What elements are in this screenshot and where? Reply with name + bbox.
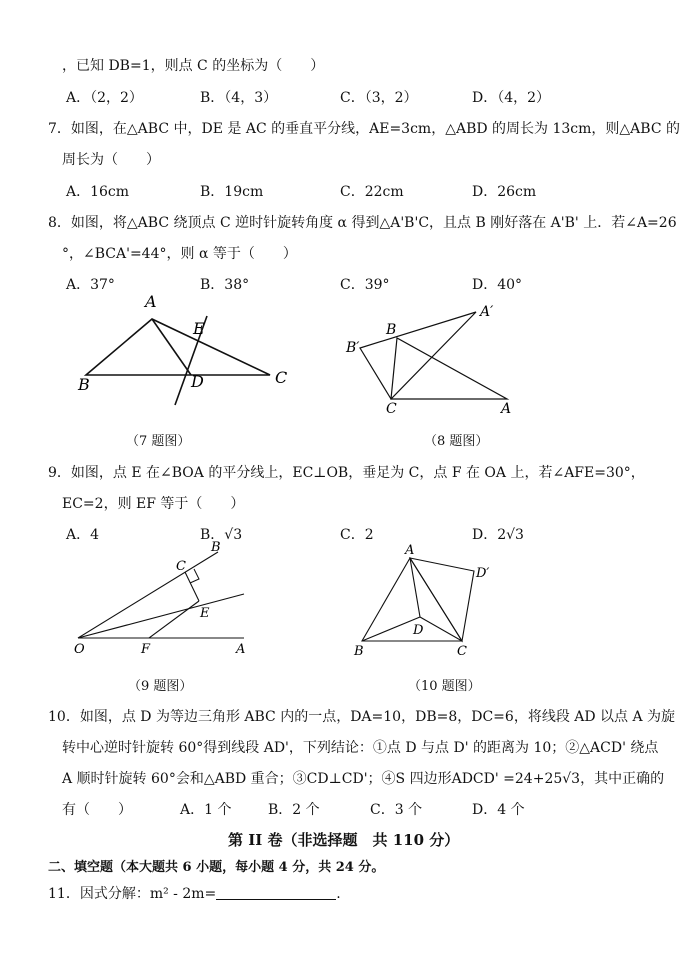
q8-option-b: B．38°: [200, 277, 250, 293]
fig7-label-a: A: [145, 292, 157, 311]
fig8-label-b: B: [386, 322, 397, 338]
q8-option-c: C．39°: [340, 277, 390, 293]
q10-option-b: B．2 个: [268, 802, 320, 818]
q11-text: 11．因式分解：m² - 2m=: [48, 886, 217, 902]
q6-stem: ，已知 DB=1，则点 C 的坐标为（ ）: [62, 58, 325, 74]
q10-stem-line2: 转中心逆时针旋转 60°得到线段 AD'，下列结论：①点 D 与点 D' 的距离为 10；②△ACD' 绕点: [62, 740, 659, 756]
q11-answer-blank[interactable]: [216, 885, 336, 900]
q10-option-c: C．3 个: [370, 802, 423, 818]
q10-stem-line3: A 顺时针旋转 60°会和△ABD 重合；③CD⊥CD'；④S 四边形ADCD' =24+25√3，其中正确的: [62, 771, 665, 787]
figure-8: [340, 300, 530, 420]
fig10-label-d-prime: D′: [476, 566, 490, 581]
figure-7: [70, 292, 310, 412]
fig7-label-b: B: [78, 375, 90, 394]
q6-option-a: A．（2，2）: [66, 90, 143, 106]
fig9-label-a: A: [236, 642, 246, 657]
q9-option-a: A．4: [66, 527, 100, 543]
q10-option-d: D．4 个: [472, 802, 525, 818]
fig9-label-e: E: [200, 606, 210, 621]
q9-stem-line1: 9．如图，点 E 在∠BOA 的平分线上，EC⊥OB，垂足为 C，点 F 在 OA 上，若∠AFE=30°，: [48, 465, 645, 481]
fig8-label-a: A: [501, 401, 512, 417]
section-title: 第 II 卷（非选择题 共 110 分）: [228, 831, 460, 849]
q8-stem-line1: 8．如图，将△ABC 绕顶点 C 逆时针旋转角度 α 得到△A'B'C，且点 B 刚好落在 A'B' 上．若∠A=26: [48, 215, 677, 231]
figure-9: [68, 538, 258, 658]
q7-option-a: A．16cm: [66, 184, 130, 200]
fig10-label-b: B: [354, 644, 364, 659]
fig10-label-a: A: [405, 543, 415, 558]
fig9-label-b: B: [211, 540, 221, 555]
q11-stem: [48, 883, 341, 903]
fig8-label-c: C: [386, 401, 397, 417]
q7-option-d: D．26cm: [472, 184, 537, 200]
fig9-caption: （9 题图）: [128, 679, 193, 694]
fig9-label-o: O: [74, 642, 85, 657]
fig10-label-c: C: [457, 644, 467, 659]
q9-option-b: B．√3: [200, 527, 243, 543]
fig8-caption: （8 题图）: [424, 434, 489, 449]
q11-tail: .: [336, 886, 341, 902]
fig8-label-a-prime: A′: [480, 304, 494, 320]
q7-option-b: B．19cm: [200, 184, 264, 200]
fig9-label-c: C: [176, 559, 186, 574]
q6-option-d: D．（4，2）: [472, 90, 551, 106]
fig7-label-c: C: [275, 368, 288, 387]
fig7-label-d: D: [191, 372, 204, 391]
q10-stem-line4: 有（ ）: [62, 802, 132, 818]
q9-option-c: C．2: [340, 527, 374, 543]
part2-heading: 二、填空题（本大题共 6 小题，每小题 4 分，共 24 分。: [48, 860, 385, 875]
fig10-label-d: D: [413, 623, 424, 638]
q9-option-d: D．2√3: [472, 527, 524, 543]
q10-option-a: A．1 个: [180, 802, 232, 818]
q8-option-d: D．40°: [472, 277, 523, 293]
q7-stem-line2: 周长为（ ）: [62, 152, 160, 168]
fig10-caption: （10 题图）: [408, 679, 481, 694]
fig7-label-e: E: [193, 319, 205, 338]
fig8-label-b-prime: B′: [346, 340, 360, 356]
q6-option-c: C．（3，2）: [340, 90, 418, 106]
q7-option-c: C．22cm: [340, 184, 404, 200]
q8-option-a: A．37°: [66, 277, 115, 293]
fig7-caption: （7 题图）: [126, 434, 191, 449]
fig9-label-f: F: [141, 642, 151, 657]
q7-stem-line1: 7．如图，在△ABC 中，DE 是 AC 的垂直平分线，AE=3cm，△ABD 的周长为 13cm，则△ABC 的: [48, 121, 681, 137]
q6-option-b: B．（4，3）: [200, 90, 278, 106]
q8-stem-line2: °，∠BCA'=44°，则 α 等于（ ）: [62, 246, 297, 262]
q10-stem-line1: 10．如图，点 D 为等边三角形 ABC 内的一点，DA=10，DB=8，DC=6，将线段 AD 以点 A 为旋: [48, 709, 676, 725]
figure-10: [350, 538, 500, 663]
q9-stem-line2: EC=2，则 EF 等于（ ）: [62, 496, 245, 512]
